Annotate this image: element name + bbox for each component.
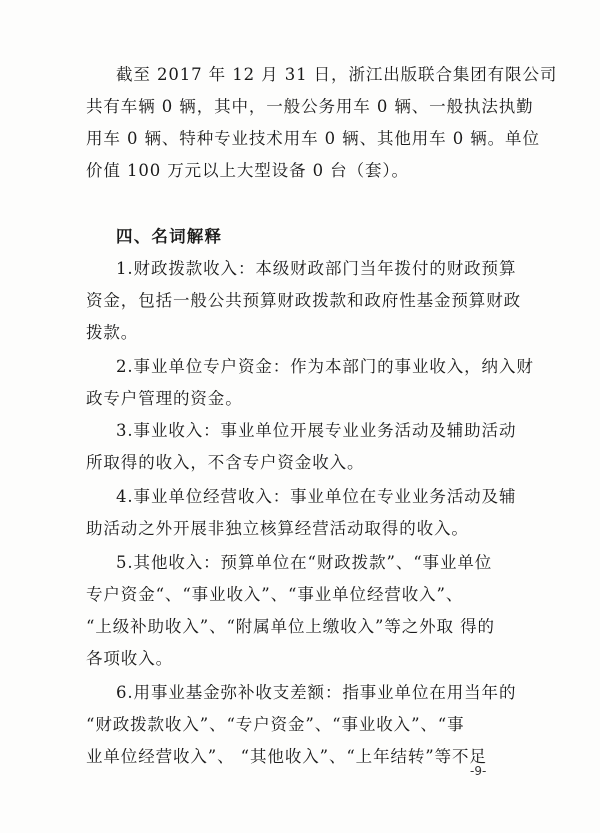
- term-4-line-2: 助活动之外开展非独立核算经营活动取得的收入。: [86, 519, 469, 538]
- term-3-line-2: 所取得的收入，不含专户资金收入。: [86, 453, 365, 472]
- term-1-line-1: 1.财政拨款收入：本级财政部门当年拨付的财政预算: [116, 259, 517, 278]
- paragraph-vehicles-line-1: 截至 2017 年 12 月 31 日，浙江出版联合集团有限公司: [116, 65, 558, 84]
- page-number: -9-: [470, 764, 487, 778]
- term-1-line-3: 拨款。: [86, 323, 139, 342]
- term-6-line-2: “财政拨款收入”、“专户资金”、“事业收入”、“事: [86, 715, 465, 734]
- paragraph-vehicles-line-4: 价值 100 万元以上大型设备 0 台（套）。: [86, 161, 409, 180]
- term-3-line-1: 3.事业收入：事业单位开展专业业务活动及辅助活动: [116, 421, 517, 440]
- term-5-line-4: 各项收入。: [86, 649, 173, 668]
- section-heading-terms: 四、名词解释: [116, 227, 223, 246]
- term-4-line-1: 4.事业单位经营收入：事业单位在专业业务活动及辅: [116, 487, 517, 506]
- term-6-line-1: 6.用事业基金弥补收支差额：指事业单位在用当年的: [116, 683, 517, 702]
- term-2-line-1: 2.事业单位专户资金：作为本部门的事业收入，纳入财: [116, 357, 534, 376]
- term-6-line-3: 业单位经营收入”、 “其他收入”、“上年结转”等不足: [86, 747, 487, 766]
- paragraph-vehicles-line-2: 共有车辆 0 辆，其中，一般公务用车 0 辆、一般执法执勤: [86, 97, 534, 116]
- term-5-line-2: 专户资金“、“事业收入”、“事业单位经营收入”、: [86, 585, 464, 604]
- term-5-line-1: 5.其他收入：预算单位在“财政拨款”、“事业单位: [116, 553, 493, 572]
- term-2-line-2: 政专户管理的资金。: [86, 389, 243, 408]
- term-5-line-3: “上级补助收入”、“附属单位上缴收入”等之外取 得的: [86, 617, 495, 636]
- term-1-line-2: 资金，包括一般公共预算财政拨款和政府性基金预算财政: [86, 291, 521, 310]
- paragraph-vehicles-line-3: 用车 0 辆、特种专业技术用车 0 辆、其他用车 0 辆。单位: [86, 129, 540, 148]
